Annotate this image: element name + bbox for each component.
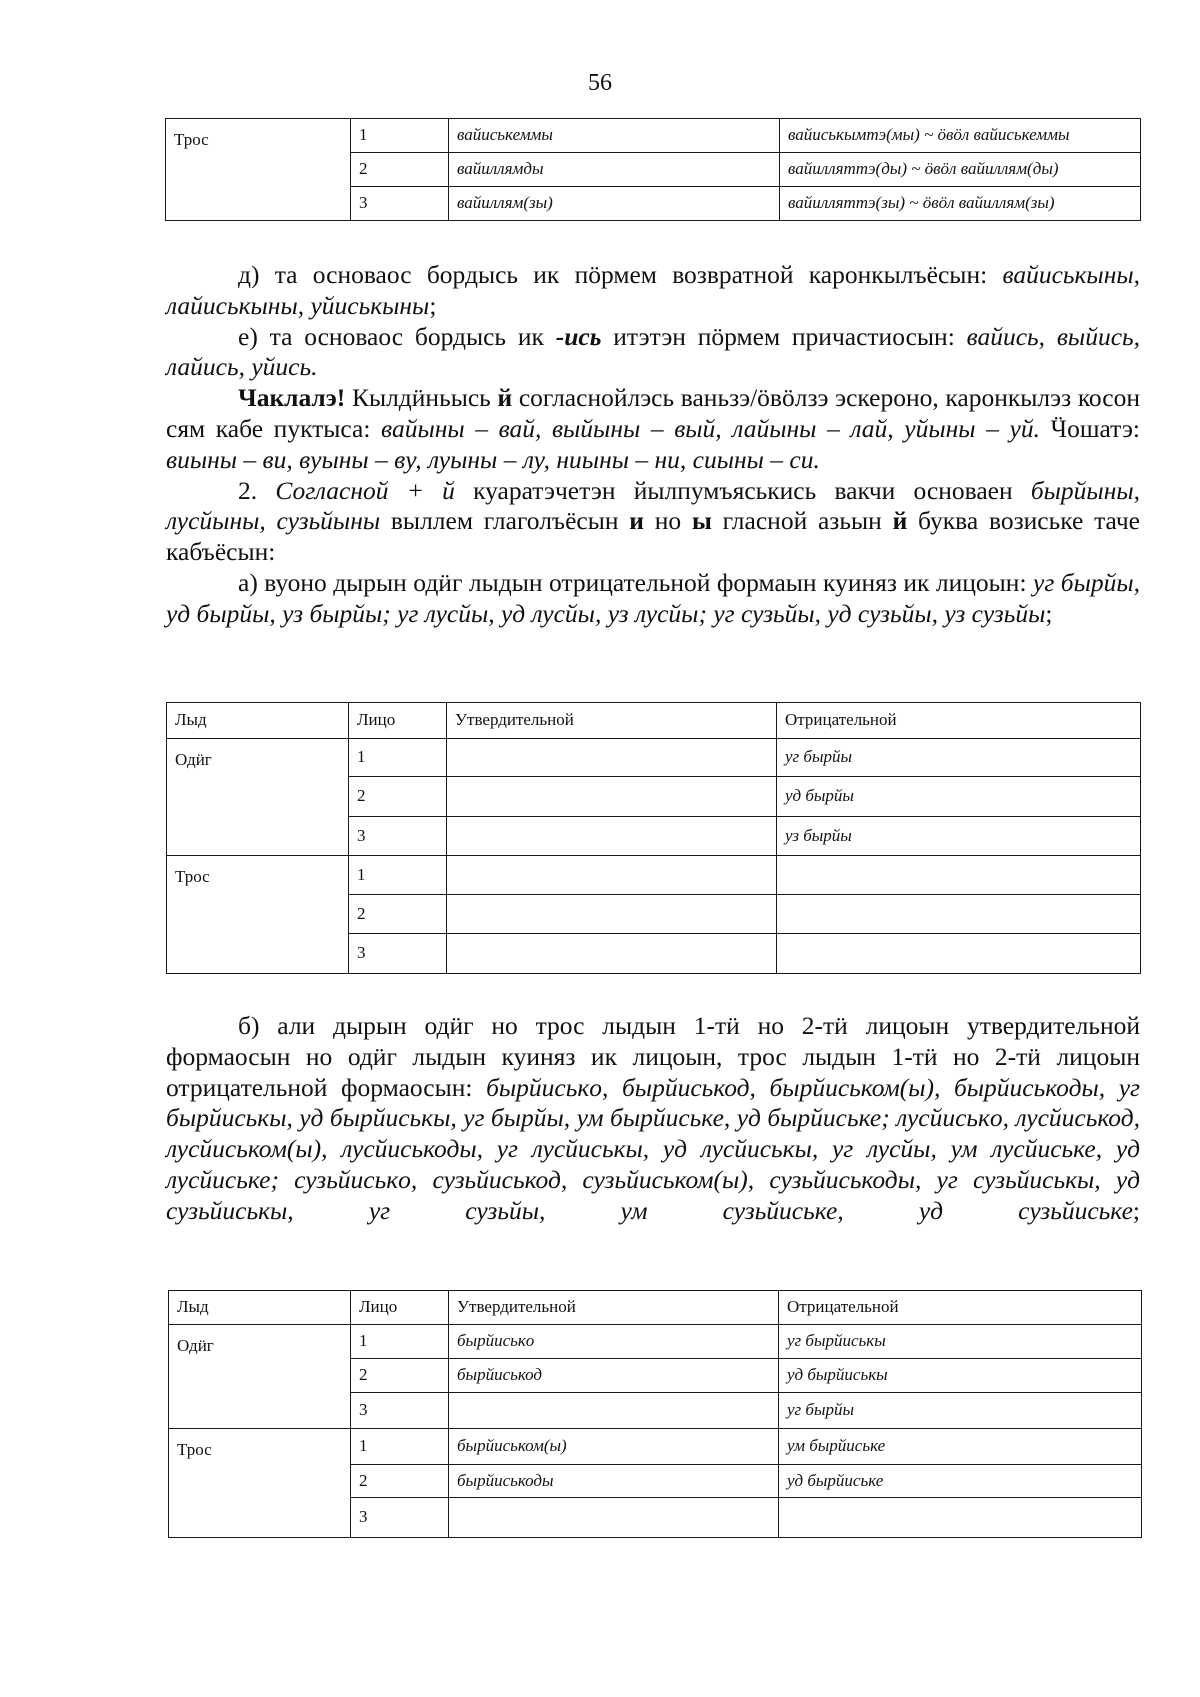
table-row <box>167 739 1141 777</box>
person-cell: 1 <box>351 119 449 153</box>
paragraph-text: но <box>644 506 692 536</box>
table-header-row <box>167 703 1141 739</box>
paragraph-text: д) та основаос бордысь ик пӧрмем возвратной каронкылъёсын: <box>238 260 1003 289</box>
person-cell: 3 <box>351 187 449 221</box>
affirmative-cell: бырйиськод <box>449 1359 779 1393</box>
paragraph-text: куаратэчетэн йылпумъяськись вакчи основаен <box>454 475 1031 505</box>
affirmative-cell <box>447 739 777 777</box>
paragraph-text: гласной азьын <box>711 506 893 536</box>
affirmative-cell: бырйиськo <box>449 1325 779 1359</box>
person-cell: 1 <box>351 1325 449 1359</box>
comparison-words: виыны – ви, вуыны – ву, луыны – лу, ниыны – ни, сиыны – си. <box>166 444 820 474</box>
negative-cell: уг бырйы <box>779 1393 1142 1429</box>
negative-cell: ум бырйиське <box>779 1429 1142 1465</box>
negative-cell: уд бырйы <box>777 777 1141 817</box>
affirmative-cell <box>447 777 777 817</box>
header-cell: Лицо <box>351 1291 449 1325</box>
negative-cell: уг бырйы <box>777 739 1141 777</box>
paragraph-text: согласнойлэсь ваньзэ/ӧвӧлзэ эскероно, каронкылэз косон сям кабе пуктыса: <box>166 383 1141 443</box>
term: Согласной + й <box>275 475 455 505</box>
punctuation: ; <box>1132 1195 1140 1225</box>
affirmative-cell <box>447 934 777 974</box>
paragraph-b <box>166 1011 1140 1227</box>
table-row <box>166 119 1141 153</box>
form-cell: вайиськеммы <box>449 119 780 153</box>
paragraph-text: Кылдӥньысь <box>345 383 498 413</box>
negative-cell <box>779 1498 1142 1538</box>
number-cell: Одӥг <box>167 739 349 856</box>
negative-cell: уз бырйы <box>777 817 1141 856</box>
negative-cell: уд бырйиське <box>779 1465 1142 1498</box>
negative-cell <box>777 856 1141 895</box>
text-block-1 <box>166 260 1140 630</box>
alt-form-cell: вайилляmтэ(ды) ~ ӧвӧл вайиллям(ды) <box>780 153 1141 187</box>
note-label: Чаклалэ! <box>238 383 346 413</box>
person-cell: 1 <box>349 856 447 895</box>
number-cell: Трос <box>166 119 351 221</box>
paragraph-a <box>166 568 1140 630</box>
negative-cell: уд бырйиськы <box>779 1359 1142 1393</box>
paragraph-text: выллем глаголъёсын <box>380 506 630 536</box>
conjugation-table-a <box>166 702 1141 974</box>
header-cell: Лыд <box>169 1291 351 1325</box>
header-cell: Утвердительной <box>447 703 777 739</box>
example-words: уг бырйы, уд бырйы, уз бырйы; уг лусйы, уд лусйы, уз лусйы; уг сузьйы, уд сузьйы, уз сузьйы <box>166 567 1140 628</box>
person-cell: 3 <box>351 1498 449 1538</box>
header-cell: Утвердительной <box>449 1291 779 1325</box>
paragraph-d <box>166 260 1140 322</box>
header-cell: Отрицательной <box>779 1291 1142 1325</box>
affirmative-cell: бырйиськом(ы) <box>449 1429 779 1465</box>
number-cell: Одӥг <box>169 1325 351 1429</box>
person-cell: 2 <box>349 777 447 817</box>
number-cell: Трос <box>167 856 349 974</box>
alt-form-cell: вайиськымтэ(мы) ~ ӧвӧл вайиськеммы <box>780 119 1141 153</box>
page-number: 56 <box>588 70 612 96</box>
table-row <box>167 856 1141 895</box>
header-cell: Лицо <box>349 703 447 739</box>
punctuation: ; <box>429 290 437 320</box>
person-cell: 2 <box>349 895 447 934</box>
alt-form-cell: вайилляmтэ(зы) ~ ӧвӧл вайиллям(зы) <box>780 187 1141 221</box>
person-cell: 2 <box>351 153 449 187</box>
paragraph-text: а) вуоно дырын одӥг лыдын отрицательной формаын куиняз ик лицоын: <box>238 567 1034 597</box>
example-words: вайыны – вай, выйыны – вый, лайыны – лай, уйыны – уй. <box>381 413 1040 443</box>
note-paragraph <box>166 383 1140 475</box>
paragraph-e <box>166 322 1140 384</box>
affirmative-cell <box>447 817 777 856</box>
highlighted-letter: ы <box>691 506 712 536</box>
paragraph-2 <box>166 476 1140 568</box>
table-header-row <box>169 1291 1142 1325</box>
example-words: бырйиськo, бырйиськод, бырйиськом(ы), бырйиськоды, уг бырйиськы, уд бырйиськы, уг бырйы, ум бырйиське, уд бырйиське; лусйиськo, лусйиськод, лусйиськом(ы), лусйиськоды, уг лусйиськы, уд лусйиськы, уг лусйы, ум лусйиське, уд лусйиське; сузьйиськo, сузьйиськод, сузьйиськом(ы), сузьйиськоды, уг сузьйиськы, уд сузьйиськы, уг сузьйы, ум сузьйиське, уд сузьйиське <box>166 1072 1140 1225</box>
affirmative-cell <box>449 1498 779 1538</box>
table-row <box>169 1325 1142 1359</box>
header-cell: Отрицательной <box>777 703 1141 739</box>
negative-cell <box>777 895 1141 934</box>
affirmative-cell: бырйиськоды <box>449 1465 779 1498</box>
affirmative-cell <box>447 856 777 895</box>
table-row <box>169 1429 1142 1465</box>
conjugation-table-b <box>168 1290 1142 1538</box>
paragraph-text: итэтэн пӧрмем причастиосын: <box>601 321 967 351</box>
paragraph-text: е) та основаос бордысь ик <box>238 321 556 351</box>
affirmative-cell <box>449 1393 779 1429</box>
person-cell: 3 <box>349 934 447 974</box>
person-cell: 3 <box>351 1393 449 1429</box>
item-number: 2. <box>238 475 276 505</box>
number-cell: Трос <box>169 1429 351 1538</box>
highlighted-letter: й <box>892 506 908 536</box>
person-cell: 3 <box>349 817 447 856</box>
example-words: вайиськыны, лайиськыны, уйиськыны <box>166 260 1140 320</box>
negative-cell: уг бырйиськы <box>779 1325 1142 1359</box>
person-cell: 1 <box>351 1429 449 1465</box>
suffix: -ись <box>555 321 602 351</box>
negative-cell <box>777 934 1141 974</box>
paragraph-text: Ӵошатэ: <box>1039 413 1140 443</box>
person-cell: 1 <box>349 739 447 777</box>
paragraph-text: б) али дырын одӥг но трос лыдын 1-тӥ но 2-тӥ лицоын утвердительной формаосын но одӥг лыдын куиняз ик лицоын, трос лыдын 1-тӥ но 2-тӥ лицоын отрицательной формаосын: <box>166 1011 1140 1102</box>
header-cell: Лыд <box>167 703 349 739</box>
form-cell: вайиллямды <box>449 153 780 187</box>
example-words: бырйыны, лусйыны, сузьйыны <box>166 475 1140 536</box>
person-cell: 2 <box>351 1359 449 1393</box>
affirmative-cell <box>447 895 777 934</box>
form-cell: вайиллям(зы) <box>449 187 780 221</box>
conjugation-table-top <box>165 118 1141 221</box>
highlighted-letter: й <box>497 383 513 413</box>
person-cell: 2 <box>351 1465 449 1498</box>
highlighted-letter: и <box>629 506 644 536</box>
text-block-2 <box>166 1011 1140 1227</box>
punctuation: ; <box>1045 598 1053 628</box>
paragraph-text: буква возиське таче кабъёсын: <box>166 506 1140 567</box>
example-words: вайись, выйись, лайись, уйись. <box>166 321 1140 382</box>
